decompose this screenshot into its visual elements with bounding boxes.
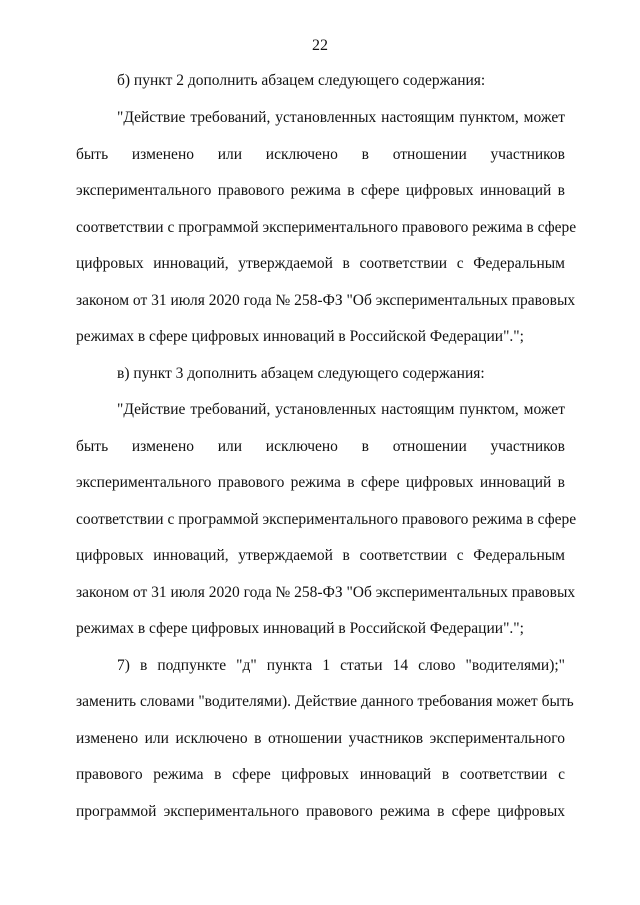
text-line: режимах в сфере цифровых инноваций в Российской Федерации"."; [76,620,524,637]
text-line: режимах в сфере цифровых инноваций в Российской Федерации"."; [76,328,524,345]
text-line: цифровых инноваций, утверждаемой в соответствии с Федеральным [76,255,565,272]
text-line: в) пункт 3 дополнить абзацем следующего содержания: [117,365,485,382]
page-number: 22 [312,37,328,54]
text-line: экспериментального правового режима в сфере цифровых инноваций в [76,474,565,491]
text-line: законом от 31 июля 2020 года № 258-ФЗ "Об экспериментальных правовых [76,584,576,601]
text-line: быть изменено или исключено в отношении участников [76,146,565,163]
text-line: экспериментального правового режима в сфере цифровых инноваций в [76,182,565,199]
text-line: заменить словами "водителями). Действие данного требования может быть [76,693,574,710]
text-line: правового режима в сфере цифровых инноваций в соответствии с [76,766,565,783]
text-line: цифровых инноваций, утверждаемой в соответствии с Федеральным [76,547,565,564]
text-line: законом от 31 июля 2020 года № 258-ФЗ "Об экспериментальных правовых [76,292,576,309]
text-line: б) пункт 2 дополнить абзацем следующего содержания: [117,72,486,89]
text-line: "Действие требований, установленных настоящим пунктом, может [117,109,565,126]
text-line: программой экспериментального правового режима в сфере цифровых [76,803,565,820]
text-line: соответствии с программой экспериментального правового режима в сфере [76,219,577,236]
text-line: быть изменено или исключено в отношении участников [76,438,565,455]
text-line: соответствии с программой экспериментального правового режима в сфере [76,511,577,528]
text-line: "Действие требований, установленных настоящим пунктом, может [117,401,565,418]
text-line: изменено или исключено в отношении участников экспериментального [76,730,565,747]
text-line: 7) в подпункте "д" пункта 1 статьи 14 слово "водителями);" [117,657,565,674]
